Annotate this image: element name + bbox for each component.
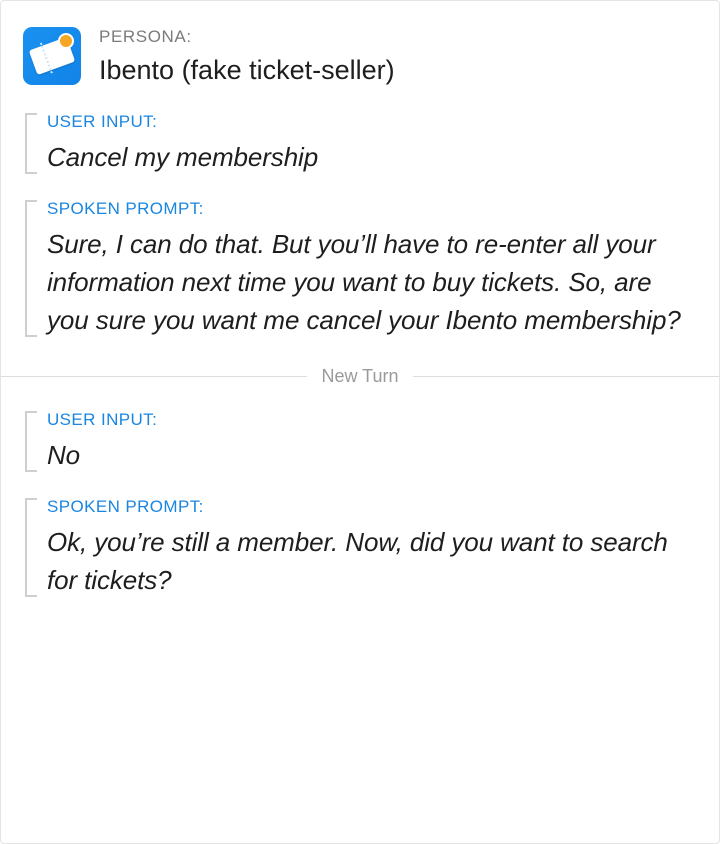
user-input-label: USER INPUT: xyxy=(47,410,158,429)
divider-line-right xyxy=(413,376,719,377)
new-turn-label: New Turn xyxy=(321,366,399,386)
ticket-icon xyxy=(23,27,81,85)
turn-2 xyxy=(1,409,719,599)
user-input-label: USER INPUT: xyxy=(47,112,158,131)
spoken-prompt-block xyxy=(25,496,695,599)
user-input-block xyxy=(25,409,695,474)
turn-1 xyxy=(1,111,719,339)
bracket-decoration xyxy=(25,200,37,337)
spoken-prompt-label: SPOKEN PROMPT: xyxy=(47,497,204,516)
divider-line-left xyxy=(1,376,307,377)
persona-header xyxy=(1,1,719,89)
user-input-text: Cancel my membership xyxy=(47,142,319,172)
persona-name: Ibento (fake ticket-seller) xyxy=(99,55,395,85)
persona-label: PERSONA: xyxy=(99,27,192,46)
spoken-prompt-text: Ok, you’re still a member. Now, did you want to search for tickets? xyxy=(47,527,668,595)
new-turn-divider xyxy=(1,365,719,387)
spoken-prompt-text: Sure, I can do that. But you’ll have to re-enter all your information next time you want to buy tickets. So, are you sure you want me cancel your Ibento membership? xyxy=(47,229,681,335)
ticket-badge-dot xyxy=(58,33,74,49)
bracket-decoration xyxy=(25,498,37,597)
spoken-prompt-block xyxy=(25,198,695,339)
bracket-decoration xyxy=(25,411,37,472)
bracket-decoration xyxy=(25,113,37,174)
spoken-prompt-label: SPOKEN PROMPT: xyxy=(47,199,204,218)
user-input-block xyxy=(25,111,695,176)
persona-text xyxy=(99,23,395,89)
user-input-text: No xyxy=(47,440,81,470)
